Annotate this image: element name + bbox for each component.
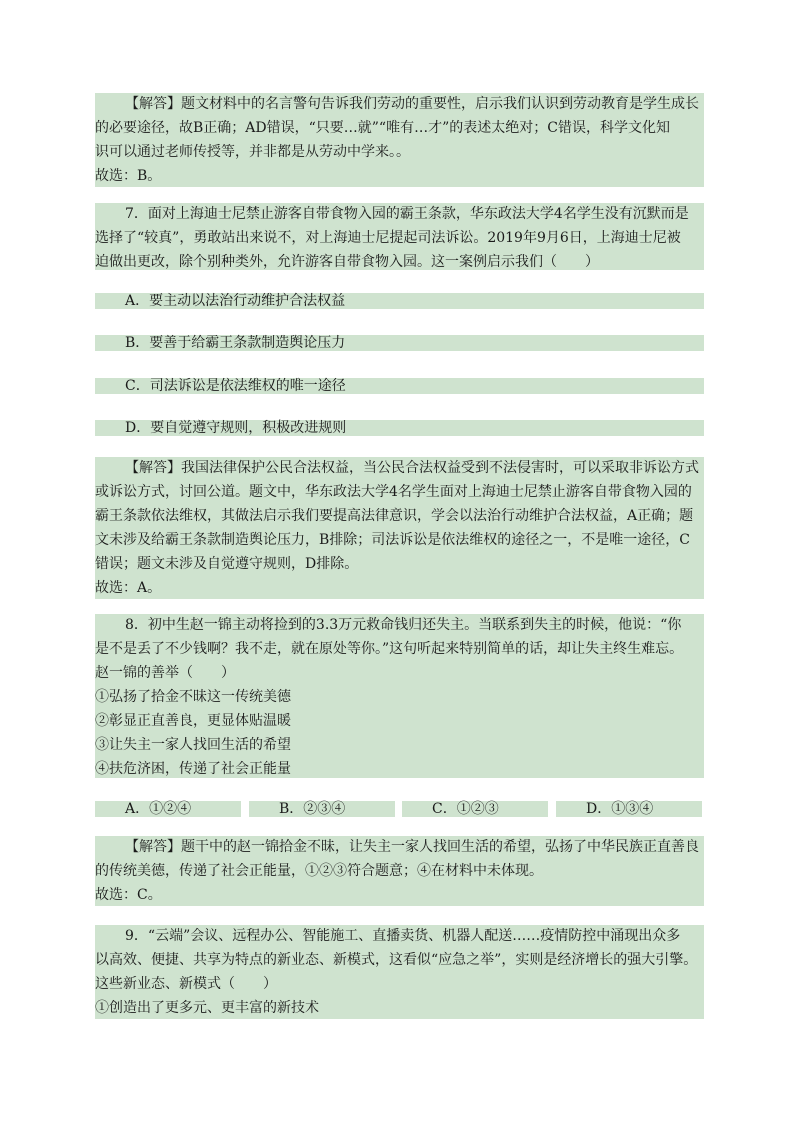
option-c[interactable] — [95, 378, 704, 394]
statement-2: ②彰显正直善良，更显体贴温暖 — [95, 713, 291, 729]
option-d[interactable] — [95, 420, 704, 436]
option-a[interactable] — [95, 293, 704, 309]
option-b[interactable] — [249, 801, 395, 817]
question-line: 是不是丢了不少钱啊？我不走，就在原处等你。”这句听起来特别简单的话，却让失主终生难忘。 — [95, 641, 684, 657]
answer-line: 错误；题文未涉及自觉遵守规则，D排除。 — [95, 556, 359, 572]
statement-1: ①创造出了更多元、更丰富的新技术 — [95, 1000, 319, 1016]
option-label: B．要善于给霸王条款制造舆论压力 — [125, 335, 346, 351]
option-label: A．要主动以法治行动维护合法权益 — [125, 293, 346, 309]
answer-line: 【解答】我国法律保护公民合法权益，当公民合法权益受到不法侵害时，可以采取非诉讼方式 — [125, 460, 699, 476]
answer-line: 的必要途径，故B正确；AD错误，“只要…就”“唯有…才”的表述太绝对；C错误，科学文化知 — [95, 120, 670, 136]
question-line: 以高效、便捷、共享为特点的新业态、新模式，这看似“应急之举”，实则是经济增长的强大引擎。 — [95, 952, 698, 968]
option-d[interactable] — [556, 801, 702, 817]
question-8 — [95, 614, 704, 778]
option-label: A．①②④ — [125, 801, 192, 817]
option-label: C．司法诉讼是依法维权的唯一途径 — [125, 378, 346, 394]
question-9 — [95, 925, 704, 1019]
option-label: D．要自觉遵守规则，积极改进规则 — [125, 420, 347, 436]
question-line: 这些新业态、新模式（ ） — [95, 976, 277, 992]
answer-block-6 — [95, 93, 704, 187]
answer-line: 【解答】题干中的赵一锦拾金不昧，让失主一家人找回生活的希望，弘扬了中华民族正直善良 — [125, 839, 699, 855]
answer-block-7 — [95, 457, 704, 599]
answer-line: 识可以通过老师传授等，并非都是从劳动中学来。。 — [95, 144, 410, 160]
question-7 — [95, 203, 704, 270]
option-b[interactable] — [95, 335, 704, 351]
answer-block-8 — [95, 836, 704, 906]
answer-line: 或诉讼方式，讨回公道。题文中，华东政法大学4名学生面对上海迪士尼禁止游客自带食物入园的 — [95, 484, 692, 500]
option-label: D．①③④ — [586, 801, 654, 817]
answer-choice: 故选：C。 — [95, 887, 162, 903]
answer-line: 的传统美德，传递了社会正能量，①②③符合题意；④在材料中未体现。 — [95, 863, 543, 879]
option-label: B．②③④ — [279, 801, 346, 817]
question-line: 9．“云端”会议、远程办公、智能施工、直播卖货、机器人配送……疫情防控中涌现出众多 — [125, 928, 681, 944]
answer-line: 霸王条款依法维权，其做法启示我们要提高法律意识，学会以法治行动维护合法权益，A正确；题 — [95, 508, 694, 524]
statement-1: ①弘扬了拾金不昧这一传统美德 — [95, 689, 291, 705]
option-label: C．①②③ — [432, 801, 499, 817]
statement-4: ④扶危济困，传递了社会正能量 — [95, 761, 291, 777]
answer-choice: 故选：A。 — [95, 580, 162, 596]
answer-choice: 故选：B。 — [95, 168, 162, 184]
option-a[interactable] — [95, 801, 241, 817]
question-line: 赵一锦的善举（ ） — [95, 665, 235, 681]
question-line: 7．面对上海迪士尼禁止游客自带食物入园的霸王条款，华东政法大学4名学生没有沉默而是 — [125, 206, 689, 222]
question-line: 迫做出更改，除个别种类外，允许游客自带食物入园。这一案例启示我们（ ） — [95, 254, 599, 270]
question-line: 选择了“较真”，勇敢站出来说不，对上海迪士尼提起司法诉讼。2019年9月6日，上海迪士尼被 — [95, 230, 681, 246]
statement-3: ③让失主一家人找回生活的希望 — [95, 737, 291, 753]
question-line: 8．初中生赵一锦主动将捡到的3.3万元救命钱归还失主。当联系到失主的时候，他说：“你 — [125, 617, 682, 633]
option-c[interactable] — [402, 801, 548, 817]
answer-line: 文未涉及给霸王条款制造舆论压力，B排除；司法诉讼是依法维权的途径之一，不是唯一途径，C — [95, 532, 690, 548]
answer-line: 【解答】题文材料中的名言警句告诉我们劳动的重要性，启示我们认识到劳动教育是学生成长 — [125, 96, 699, 112]
